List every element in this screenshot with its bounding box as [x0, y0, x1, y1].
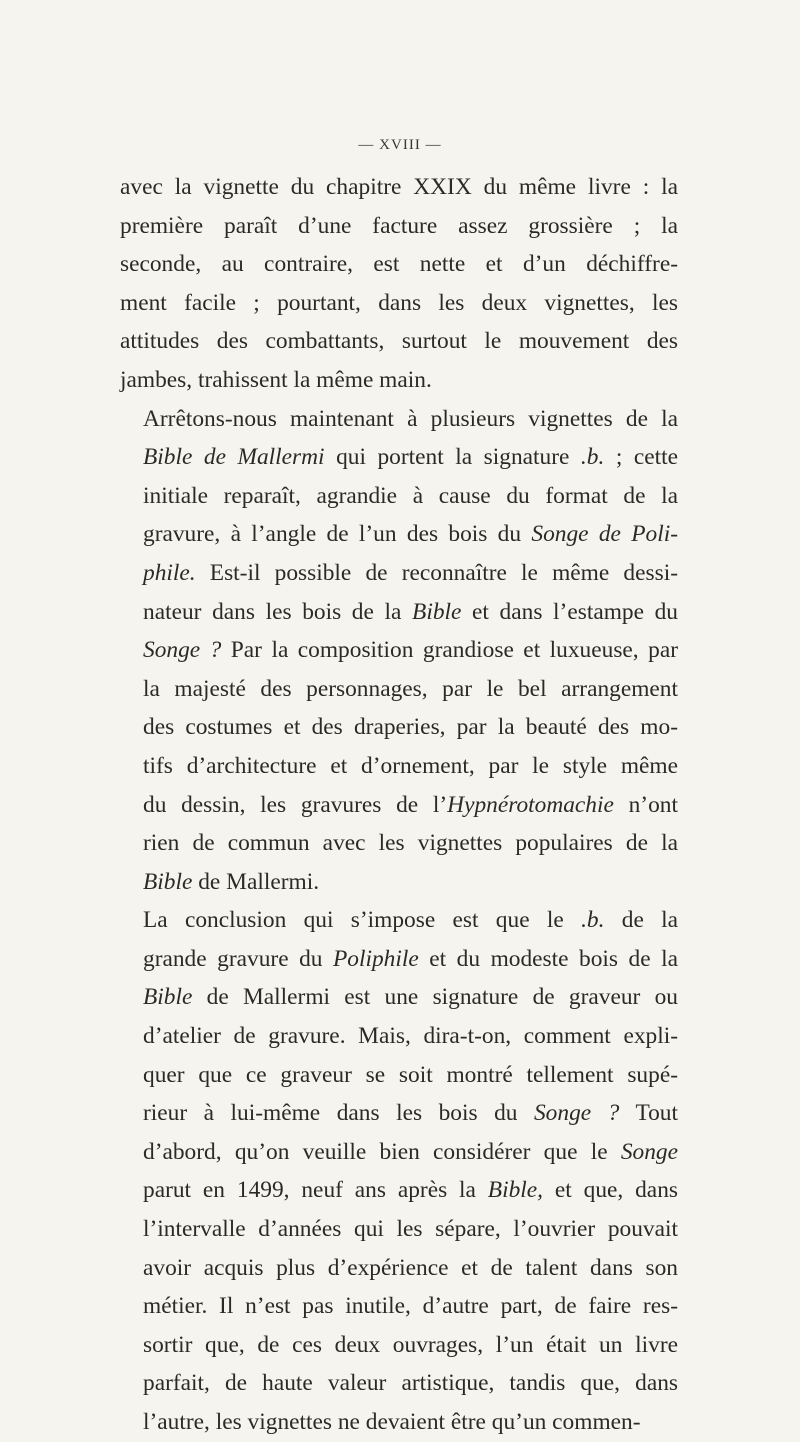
text-run: Par la composition grandiose et luxueuse, par [221, 637, 678, 664]
italic-text: Songe [620, 1138, 678, 1165]
italic-text: Bible [412, 598, 462, 625]
text-run: nateur dans les bois de la [143, 598, 413, 625]
text-run: première paraît d’une facture assez grossière ; la [120, 212, 678, 239]
text-run: rieur à lui-même dans les bois du [143, 1100, 534, 1127]
text-run: l’intervalle d’années qui les sépare, l’ouvrier pouvait [143, 1216, 678, 1243]
text-run: initiale reparaît, agrandie à cause du format de la [143, 482, 678, 509]
text-run: n’ont [613, 791, 678, 818]
text-line [120, 284, 678, 323]
text-run: sortir que, de ces deux ouvrages, l’un était un livre [143, 1331, 678, 1358]
text-run: d’atelier de gravure. Mais, dira-t-on, comment expli- [143, 1023, 678, 1050]
text-run: de Mallermi est une signature de graveur ou [192, 984, 678, 1011]
text-line [120, 1249, 678, 1288]
italic-text: Bible, [487, 1177, 544, 1204]
text-line [120, 1403, 678, 1442]
paragraph-2 [120, 400, 678, 902]
text-line [120, 786, 678, 825]
text-run: gravure, à l’angle de l’un des bois du [143, 521, 532, 548]
text-run: et dans l’estampe du [461, 598, 678, 625]
text-run: La conclusion qui s’impose est que le [143, 907, 582, 934]
text-line [120, 245, 678, 284]
text-line [120, 863, 678, 902]
italic-text: phile. [143, 559, 196, 586]
text-line [120, 1133, 678, 1172]
text-run: de Mallermi. [192, 868, 320, 895]
text-run: et du modeste bois de la [418, 945, 678, 972]
text-line [120, 708, 678, 747]
text-run: seconde, au contraire, est nette et d’un déchiffre- [120, 251, 678, 278]
text-line [120, 322, 678, 361]
text-line [120, 1094, 678, 1133]
text-line [120, 361, 678, 400]
running-head-page-number: — XVIII — [358, 137, 442, 153]
text-run: du dessin, les gravures de l’ [143, 791, 448, 818]
text-run: grande gravure du [143, 945, 333, 972]
italic-text: Hypnérotomachie [447, 791, 614, 818]
text-run: parut en 1499, neuf ans après la [143, 1177, 488, 1204]
text-run: de la [604, 907, 678, 934]
text-line [120, 1287, 678, 1326]
text-line [120, 400, 678, 439]
italic-text: Bible [143, 984, 193, 1011]
italic-text: .b. [580, 444, 605, 471]
text-line [120, 477, 678, 516]
text-run: attitudes des combattants, surtout le mouvement des [120, 328, 678, 355]
italic-text: Poliphile [333, 945, 419, 972]
text-line [120, 593, 678, 632]
text-line [120, 1017, 678, 1056]
text-run: la majesté des personnages, par le bel arrangement [143, 675, 678, 702]
text-line [120, 824, 678, 863]
text-run: l’autre, les vignettes ne devaient être qu’un commen- [143, 1409, 641, 1435]
body-text [120, 168, 678, 1442]
text-line [120, 1171, 678, 1210]
text-line [120, 168, 678, 207]
text-line [120, 515, 678, 554]
text-run: ; cette [604, 444, 678, 471]
text-run: d’abord, qu’on veuille bien considérer que le [143, 1138, 621, 1165]
italic-text: Songe ? [143, 637, 222, 664]
text-line [120, 1056, 678, 1095]
italic-text: Bible de Mallermi [143, 444, 325, 471]
paragraph-1 [120, 168, 678, 400]
text-line [120, 438, 678, 477]
text-run: Tout [619, 1100, 678, 1127]
text-run: tifs d’architecture et d’ornement, par le style même [143, 752, 678, 779]
text-run: Arrêtons-nous maintenant à plusieurs vignettes de la [143, 405, 678, 432]
text-line [120, 901, 678, 940]
text-run: jambes, trahissent la même main. [120, 366, 432, 393]
text-run: avec la vignette du chapitre XXIX du même livre : la [120, 174, 678, 200]
text-line [120, 554, 678, 593]
text-run: métier. Il n’est pas inutile, d’autre part, de faire res- [143, 1293, 678, 1320]
text-run: et que, dans [543, 1177, 678, 1204]
text-run: quer que ce graveur se soit montré tellement supé- [143, 1061, 678, 1088]
text-line [120, 1364, 678, 1403]
text-run: parfait, de haute valeur artistique, tandis que, dans [143, 1370, 678, 1397]
text-line [120, 940, 678, 979]
text-run: des costumes et des draperies, par la beauté des mo- [143, 714, 678, 741]
text-line [120, 670, 678, 709]
text-run: rien de commun avec les vignettes populaires de la [143, 830, 678, 857]
text-line [120, 207, 678, 246]
text-line [120, 1326, 678, 1365]
text-run: avoir acquis plus d’expérience et de talent dans son [143, 1254, 678, 1281]
text-line [120, 631, 678, 670]
text-run: ment facile ; pourtant, dans les deux vignettes, les [120, 289, 678, 316]
text-line [120, 747, 678, 786]
text-run: qui portent la signature [324, 444, 581, 471]
italic-text: .b. [581, 907, 605, 934]
italic-text: Songe de Poli- [531, 521, 678, 548]
text-line [120, 978, 678, 1017]
italic-text: Songe ? [533, 1100, 620, 1127]
italic-text: Bible [143, 868, 193, 895]
text-line [120, 1210, 678, 1249]
paragraph-3 [120, 901, 678, 1441]
text-run: Est-il possible de reconnaître le même dessi- [195, 559, 678, 586]
